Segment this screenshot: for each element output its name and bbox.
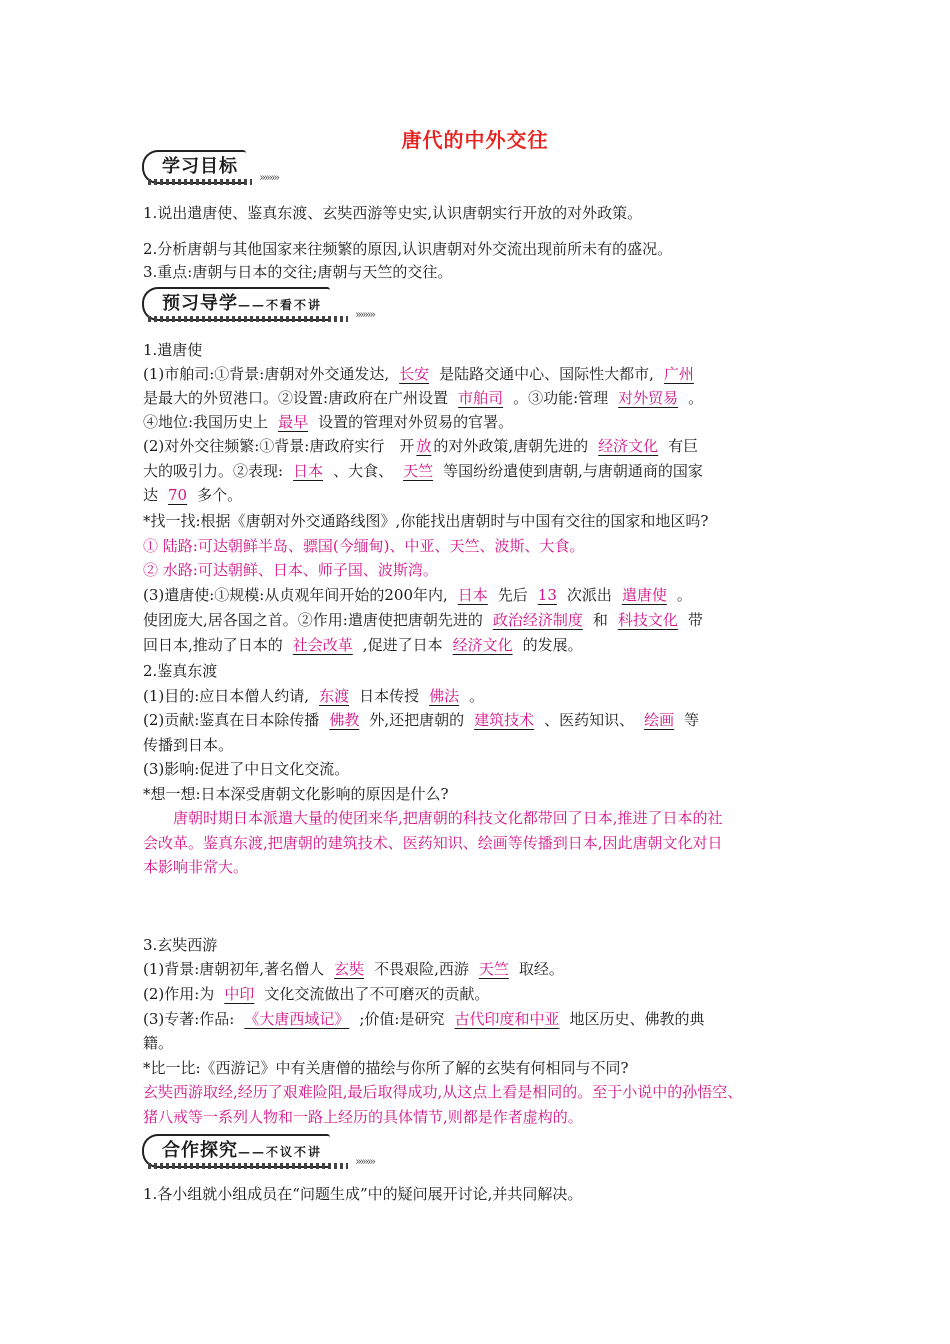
text-line: 籍。 (143, 1034, 174, 1052)
text-line: 传播到日本。 (143, 736, 234, 754)
section-heading: 1.遣唐使 (143, 341, 203, 359)
answer-text: 玄奘西游取经,经历了艰难险阻,最后取得成功,从这点上看是相同的。至于小说中的孙悟空、 (143, 1083, 743, 1101)
answer-blank: 玄奘 (334, 960, 365, 978)
goal-item: 3.重点:唐朝与日本的交往;唐朝与天竺的交往。 (143, 263, 453, 281)
text-line: (2)对外交往频繁:①背景:唐政府实行 开 放 的对外政策,唐朝先进的 经济文化 有巨 (143, 437, 699, 455)
section-header-coop (142, 1134, 382, 1168)
answer-blank: 佛教 (329, 711, 360, 729)
text-line: (1)市舶司:①背景:唐朝对外交通发达, 长安 是陆路交通中心、国际性大都市, 广州 (143, 362, 704, 386)
answer-blank: 建筑技术 (474, 711, 535, 729)
answer-text: 会改革。鉴真东渡,把唐朝的建筑技术、医药知识、绘画等传播到日本,因此唐朝文化对日 (143, 834, 723, 852)
text-line: 回日本,推动了日本的 社会改革 ,促进了日本 经济文化 的发展。 (143, 636, 583, 654)
text-line: (1)背景:唐朝初年,著名僧人 玄奘 不畏艰险,西游 天竺 取经。 (143, 960, 564, 978)
section-header-label: 学习目标 (142, 150, 246, 184)
arrow-decoration-icon (148, 316, 348, 322)
answer-text: 唐朝时期日本派遣大量的使团来华,把唐朝的科技文化都带回了日本,推进了日本的社 (143, 809, 723, 827)
answer-blank: 日本 (293, 462, 324, 480)
answer-blank: 古代印度和中亚 (454, 1010, 560, 1028)
answer-blank: 东渡 (319, 687, 350, 705)
page-title: 唐代的中外交往 (401, 128, 549, 152)
section-header-goals (142, 150, 282, 184)
answer-blank: 社会改革 (292, 636, 353, 654)
text-line: 使团庞大,居各国之首。②作用:遣唐使把唐朝先进的 政治经济制度 和 科技文化 带 (143, 611, 703, 629)
text-line: (3)专著:作品: 《大唐西域记》 ;价值:是研究 古代印度和中亚 地区历史、佛教的典 (143, 1010, 705, 1028)
question-text: *想一想:日本深受唐朝文化影响的原因是什么? (143, 785, 449, 803)
answer-blank: 对外贸易 (618, 389, 679, 407)
answer-blank: 长安 (399, 365, 430, 383)
text-line: (3)影响:促进了中日文化交流。 (143, 760, 350, 778)
answer-text: ② 水路:可达朝鲜、日本、师子国、波斯湾。 (143, 561, 438, 579)
question-text: *找一找:根据《唐朝对外交通路线图》,你能找出唐朝时与中国有交往的国家和地区吗? (143, 512, 709, 530)
text-line: 大的吸引力。②表现: 日本 、大食、 天竺 等国纷纷遣使到唐朝,与唐朝通商的国家 (143, 462, 703, 480)
answer-blank: 中印 (224, 985, 255, 1003)
section-header-preview (142, 287, 382, 321)
text-line: (1)目的:应日本僧人约请, 东渡 日本传授 佛法 。 (143, 687, 485, 705)
section-heading: 2.鉴真东渡 (143, 662, 218, 680)
arrow-decoration-icon (148, 179, 252, 185)
text-line: 是最大的外贸港口。②设置:唐政府在广州设置 市舶司 。③功能:管理 对外贸易 。 (143, 389, 704, 407)
goal-item: 1.说出遣唐使、鉴真东渡、玄奘西游等史实,认识唐朝实行开放的对外政策。 (143, 204, 643, 222)
text-line: (3)遣唐使:①规模:从贞观年间开始的200年内, 日本 先后 13 次派出 遣唐使 。 (143, 586, 692, 604)
answer-blank: 《大唐西域记》 (244, 1010, 350, 1028)
question-text: *比一比:《西游记》中有关唐僧的描绘与你所了解的玄奘有何相同与不同? (143, 1059, 629, 1077)
text-line: 1.各小组就小组成员在“问题生成”中的疑问展开讨论,并共同解决。 (143, 1185, 583, 1203)
answer-blank: 科技文化 (617, 611, 678, 629)
section-header-label: 预习导学——不看不讲 (142, 287, 330, 321)
goal-item: 2.分析唐朝与其他国家来往频繁的原因,认识唐朝对外交流出现前所未有的盛况。 (143, 240, 673, 258)
answer-blank: 遣唐使 (621, 586, 667, 604)
answer-blank: 放 (416, 437, 432, 455)
answer-blank: 天竺 (478, 960, 509, 978)
answer-blank: 最早 (278, 413, 309, 431)
text-line: ④地位:我国历史上 最早 设置的管理对外贸易的官署。 (143, 413, 514, 431)
answer-blank: 经济文化 (452, 636, 513, 654)
answer-blank: 佛法 (429, 687, 460, 705)
answer-blank: 天竺 (403, 462, 434, 480)
answer-blank: 经济文化 (598, 437, 659, 455)
answer-text: ① 陆路:可达朝鲜半岛、骠国(今缅甸)、中亚、天竺、波斯、大食。 (143, 537, 585, 555)
answer-text: 本影响非常大。 (143, 858, 249, 876)
text-line: (2)贡献:鉴真在日本除传播 佛教 外,还把唐朝的 建筑技术 、医药知识、 绘画 等 (143, 711, 700, 729)
answer-blank: 市舶司 (458, 389, 504, 407)
section-heading: 3.玄奘西游 (143, 936, 218, 954)
answer-blank: 日本 (457, 586, 488, 604)
answer-blank: 广州 (663, 365, 694, 383)
section-header-label: 合作探究——不议不讲 (142, 1134, 330, 1168)
arrow-decoration-icon (148, 1163, 348, 1169)
text-line: (2)作用:为 中印 文化交流做出了不可磨灭的贡献。 (143, 985, 490, 1003)
answer-blank: 13 (537, 586, 557, 604)
answer-blank: 绘画 (644, 711, 675, 729)
answer-blank: 70 (168, 486, 188, 504)
text-line: 达 70 多个。 (143, 486, 243, 504)
answer-blank: 政治经济制度 (492, 611, 583, 629)
answer-text: 猪八戒等一系列人物和一路上经历的具体情节,则都是作者虚构的。 (143, 1108, 583, 1126)
